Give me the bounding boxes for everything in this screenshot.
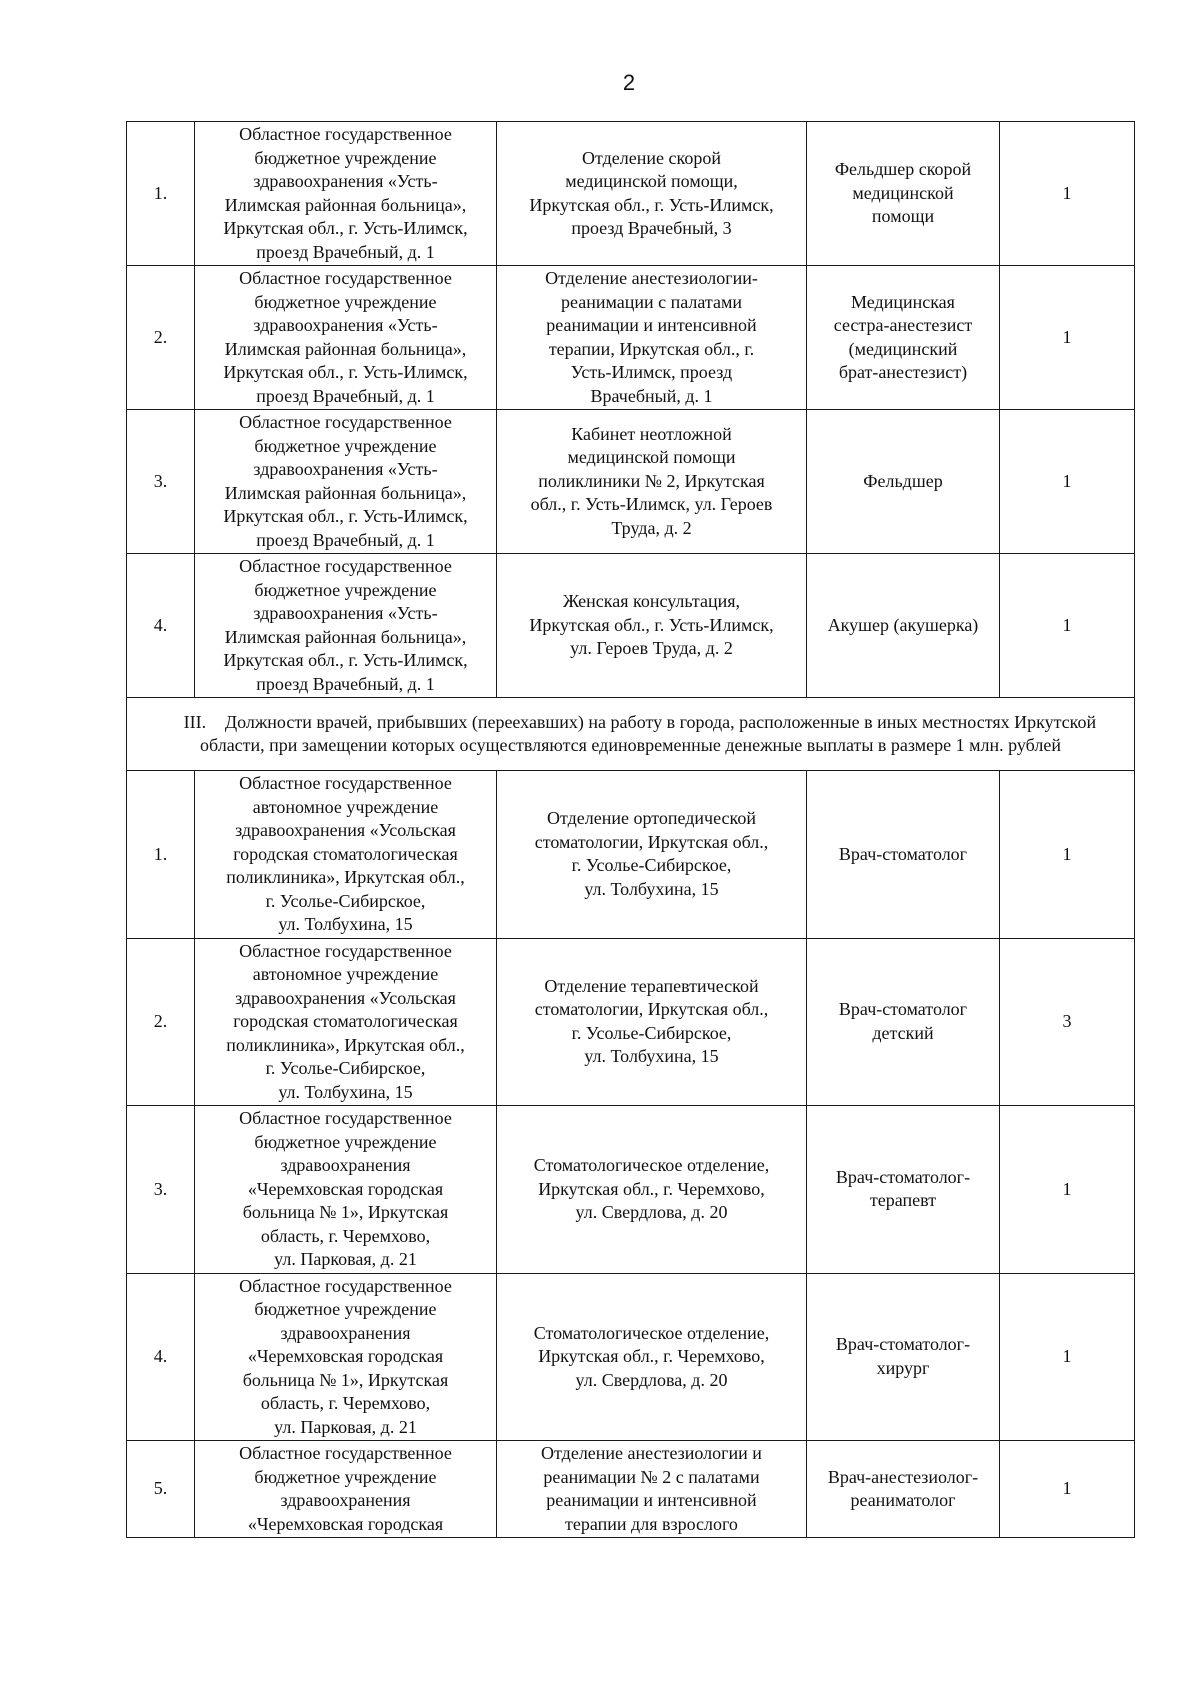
count-cell: 1 — [1000, 122, 1135, 266]
institution-text: Областное государственное бюджетное учреждение здравоохранения «Усть- Илимская районная больница», Иркутская обл., г. Усть-Илимск, проезд Врачебный, д. 1 — [223, 124, 468, 262]
position-cell — [807, 1441, 1000, 1538]
department-cell — [497, 1441, 807, 1538]
section-heading — [131, 711, 1130, 758]
institution-cell — [195, 1441, 497, 1538]
institution-cell — [195, 122, 497, 266]
position-cell — [807, 1273, 1000, 1441]
department-text: Отделение анестезиологии- реанимации с палатами реанимации и интенсивной терапии, Иркутская обл., г. Усть-Илимск, проезд Врачебный, д. 1 — [545, 268, 758, 406]
count-cell: 1 — [1000, 1441, 1135, 1538]
position-cell — [807, 410, 1000, 554]
institution-cell — [195, 771, 497, 939]
position-text: Врач-стоматолог- терапевт — [835, 1166, 971, 1211]
count-cell: 1 — [1000, 554, 1135, 698]
count-cell: 1 — [1000, 1106, 1135, 1274]
count-cell: 3 — [1000, 938, 1135, 1106]
page-number: 2 — [622, 70, 636, 95]
position-cell — [807, 266, 1000, 410]
institution-text: Областное государственное бюджетное учреждение здравоохранения «Усть- Илимская районная больница», Иркутская обл., г. Усть-Илимск, проезд Врачебный, д. 1 — [223, 412, 468, 550]
position-text: Врач-стоматолог- хирург — [835, 1334, 971, 1378]
position-text: Акушер (акушерка) — [827, 614, 979, 635]
position-cell — [807, 938, 1000, 1106]
count-cell: 1 — [1000, 266, 1135, 410]
position-text: Медицинская сестра-анестезист (медицинский брат-анестезист) — [833, 291, 973, 382]
institution-text: Областное государственное бюджетное учреждение здравоохранения «Усть- Илимская районная больница», Иркутская обл., г. Усть-Илимск, проезд Врачебный, д. 1 — [223, 556, 468, 694]
table-row — [127, 554, 1135, 698]
row-number: 1. — [127, 122, 195, 266]
row-number: 5. — [127, 1441, 195, 1538]
department-text: Женская консультация, Иркутская обл., г. Усть-Илимск, ул. Героев Труда, д. 2 — [529, 591, 774, 659]
institution-cell — [195, 554, 497, 698]
count-cell: 1 — [1000, 410, 1135, 554]
row-number: 3. — [127, 410, 195, 554]
count-cell: 1 — [1000, 1273, 1135, 1441]
row-number: 2. — [127, 938, 195, 1106]
position-text: Врач-стоматолог — [838, 843, 968, 864]
department-cell — [497, 410, 807, 554]
department-text: Отделение скорой медицинской помощи, Иркутская обл., г. Усть-Илимск, проезд Врачебный, 3 — [529, 147, 774, 238]
row-number: 4. — [127, 1273, 195, 1441]
table-row — [127, 122, 1135, 266]
section-title-text: Должности врачей, прибывших (переехавших) на работу в города, расположенные в иных местностях Иркутской области, при замещении которых осуществляются единовременные денежные выплаты в размере 1 млн. рублей — [200, 711, 1097, 755]
section-number: III. — [183, 711, 207, 732]
institution-text: Областное государственное бюджетное учреждение здравоохранения «Черемховская городская — [239, 1443, 452, 1534]
department-cell — [497, 266, 807, 410]
department-text: Отделение ортопедической стоматологии, Иркутская обл., г. Усолье-Сибирское, ул. Толбухина, 15 — [534, 808, 769, 899]
position-cell — [807, 554, 1000, 698]
department-text: Стоматологическое отделение, Иркутская обл., г. Черемхово, ул. Свердлова, д. 20 — [533, 1155, 770, 1222]
table-row — [127, 266, 1135, 410]
position-cell — [807, 1106, 1000, 1274]
institution-text: Областное государственное автономное учреждение здравоохранения «Усольская городская стоматологическая поликлиника», Иркутская обл., г. Усолье-Сибирское, ул. Толбухина, 15 — [226, 940, 465, 1102]
row-number: 3. — [127, 1106, 195, 1274]
position-cell — [807, 771, 1000, 939]
row-number: 1. — [127, 771, 195, 939]
section-header-cell — [127, 698, 1135, 771]
institution-text: Областное государственное бюджетное учреждение здравоохранения «Черемховская городская больница № 1», Иркутская область, г. Черемхово, ул. Парковая, д. 21 — [239, 1275, 452, 1437]
position-text: Врач-стоматолог детский — [838, 999, 968, 1043]
institution-cell — [195, 938, 497, 1106]
position-cell — [807, 122, 1000, 266]
position-text: Врач-анестезиолог- реаниматолог — [827, 1466, 979, 1510]
row-number: 4. — [127, 554, 195, 698]
table-row — [127, 1441, 1135, 1538]
department-text: Отделение анестезиологии и реанимации № 2 с палатами реанимации и интенсивной терапии для взрослого — [541, 1443, 762, 1534]
institution-text: Областное государственное бюджетное учреждение здравоохранения «Черемховская городская больница № 1», Иркутская область, г. Черемхово, ул. Парковая, д. 21 — [239, 1108, 452, 1269]
institution-cell — [195, 1106, 497, 1274]
positions-table — [126, 121, 1135, 1538]
institution-cell — [195, 266, 497, 410]
table-row — [127, 410, 1135, 554]
department-text: Отделение терапевтической стоматологии, Иркутская обл., г. Усолье-Сибирское, ул. Толбухина, 15 — [534, 975, 769, 1067]
section-header-row — [127, 698, 1135, 771]
institution-cell — [195, 1273, 497, 1441]
count-cell: 1 — [1000, 771, 1135, 939]
table-row — [127, 1106, 1135, 1274]
institution-text: Областное государственное автономное учреждение здравоохранения «Усольская городская стоматологическая поликлиника», Иркутская обл., г. Усолье-Сибирское, ул. Толбухина, 15 — [226, 773, 465, 934]
institution-text: Областное государственное бюджетное учреждение здравоохранения «Усть- Илимская районная больница», Иркутская обл., г. Усть-Илимск, проезд Врачебный, д. 1 — [223, 268, 468, 406]
department-text: Кабинет неотложной медицинской помощи поликлиники № 2, Иркутская обл., г. Усть-Илимск, ул. Героев Труда, д. 2 — [530, 423, 773, 538]
institution-cell — [195, 410, 497, 554]
table-row — [127, 1273, 1135, 1441]
department-cell — [497, 122, 807, 266]
department-cell — [497, 1273, 807, 1441]
position-text: Фельдшер — [863, 470, 943, 491]
department-cell — [497, 554, 807, 698]
department-cell — [497, 1106, 807, 1274]
department-text: Стоматологическое отделение, Иркутская обл., г. Черемхово, ул. Свердлова, д. 20 — [533, 1322, 770, 1390]
position-text: Фельдшер скорой медицинской помощи — [834, 159, 972, 227]
table-row — [127, 771, 1135, 939]
department-cell — [497, 938, 807, 1106]
table-row — [127, 938, 1135, 1106]
row-number: 2. — [127, 266, 195, 410]
department-cell — [497, 771, 807, 939]
